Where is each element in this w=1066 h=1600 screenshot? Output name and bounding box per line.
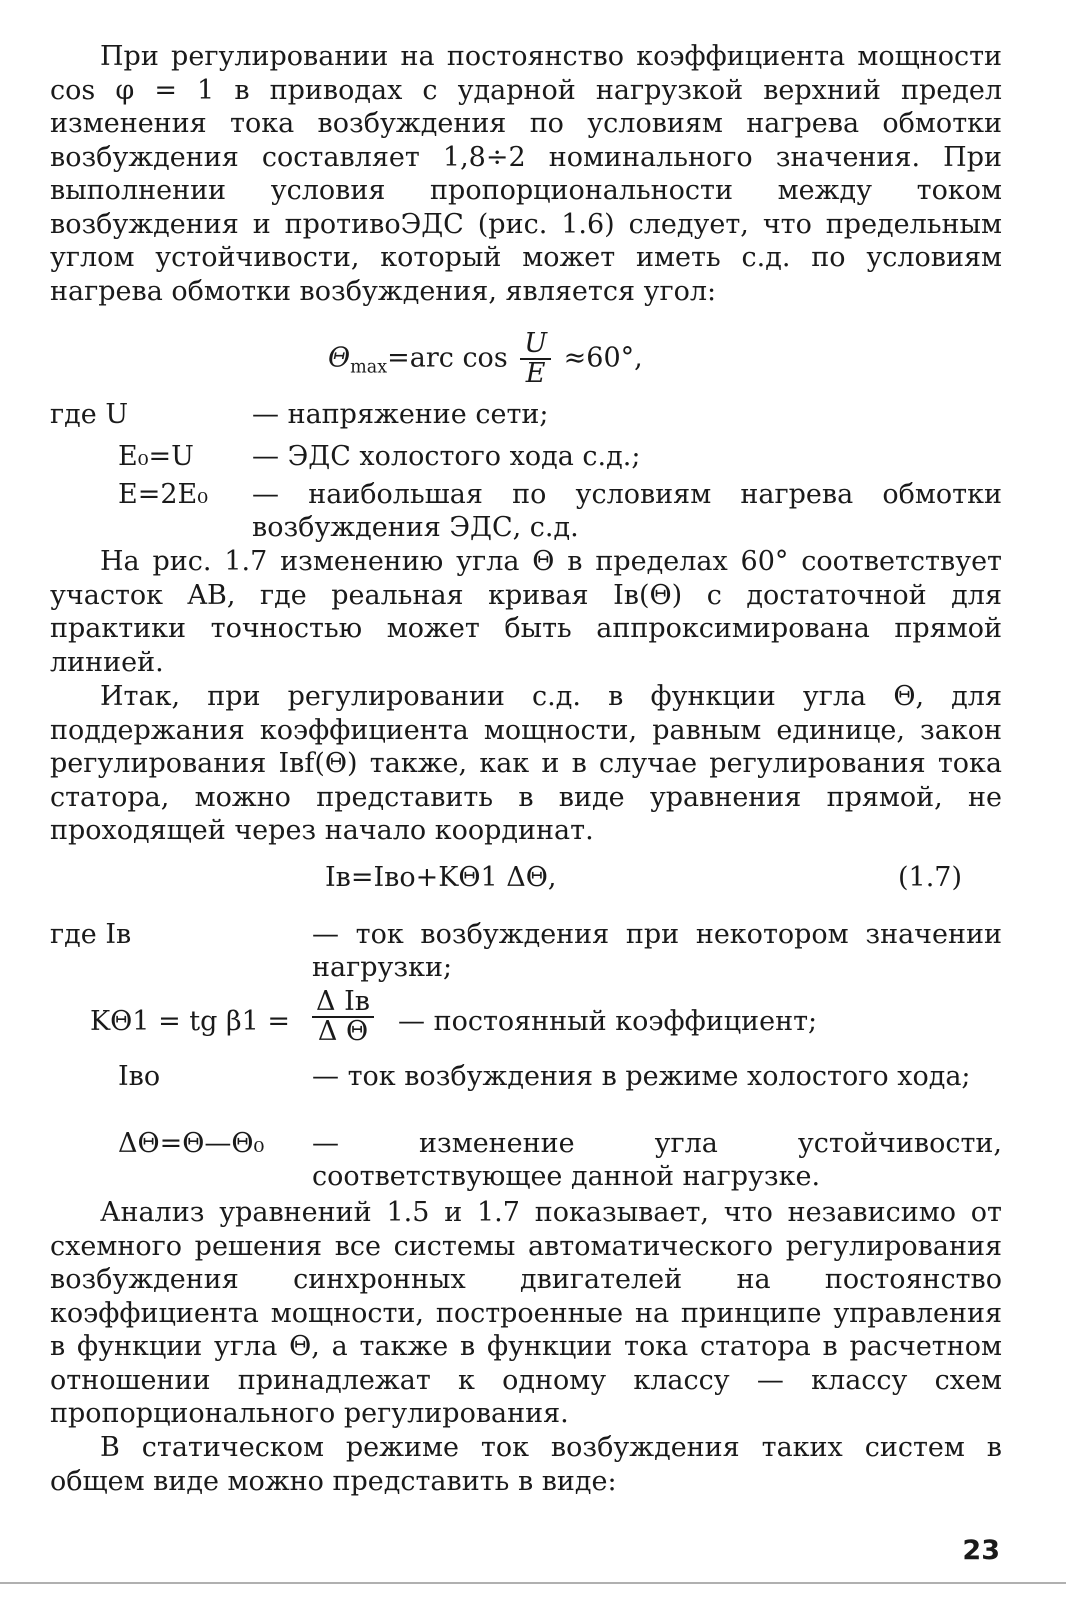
paragraph-4: Анализ уравнений 1.5 и 1.7 показывает, что независимо от схемного решения все системы автоматического регулирования возбуждения синхронных двигателей на постоянство коэффициента мощности, построенные на принципе управления в функции угла Θ, а также в функции тока статора в расчетном отношении принадлежат к одному классу — классу схем пропорционального регулирования. [50,1197,1002,1429]
formula-lhs: Θ [328,342,351,374]
formula-fraction [520,330,551,388]
def-term-u: где U [50,399,129,430]
def-desc-e: — наибольшая по условиям нагрева обмотки возбуждения ЭДС, с.д. [252,479,1002,543]
formula-rhs: ≈60°, [563,342,643,374]
formula-numerator: U [520,330,551,360]
formula-theta-max [328,330,643,388]
def-desc-u: — напряжение сети; [252,399,549,430]
paragraph-1: При регулировании на постоянство коэффициента мощности cos φ = 1 в приводах с ударной нагрузкой верхний предел изменения тока возбуждения по условиям нагрева обмотки возбуждения составляет 1,8÷2 номинального значения. При выполнении условия пропорциональности между током возбуждения и противоЭДС (рис. 1.6) следует, что предельным углом устойчивости, который может иметь с.д. по условиям нагрева обмотки возбуждения, является угол: [50,41,1002,307]
def-term-dtheta: ΔΘ=Θ—Θ₀ [118,1128,265,1159]
def-term-ibo: Iво [118,1061,161,1092]
def-k-fraction [312,988,374,1046]
paragraph-2: На рис. 1.7 изменению угла Θ в пределах 60° соответствует участок AB, где реальная кривая Iв(Θ) с достаточной для практики точностью может быть аппроксимирована прямой линией. [50,546,1002,678]
equation-number: (1.7) [898,862,963,893]
bottom-edge-rule [0,1582,1066,1584]
page-number: 23 [962,1535,1000,1566]
def-term-e0: E₀=U [118,441,194,472]
def-term-ib: где Iв [50,919,132,950]
formula-1-7: Iв=Iво+KΘ1 ΔΘ, [325,862,557,893]
paragraph-5: В статическом режиме ток возбуждения таких систем в общем виде можно представить в виде: [50,1432,1002,1497]
def-desc-ib: — ток возбуждения при некотором значении нагрузки; [312,919,1002,983]
formula-lhs-sub: max [350,357,388,378]
def-k-denominator: Δ Θ [317,1016,369,1047]
def-desc-k: — постоянный коэффициент; [398,1006,818,1037]
def-term-k: KΘ1 = tg β1 = [90,1006,290,1037]
formula-eq: =arc cos [387,342,508,374]
formula-denominator: E [525,358,546,389]
def-desc-dtheta: — изменение угла устойчивости, соответствующее данной нагрузке. [312,1128,1002,1192]
def-term-e: E=2E₀ [118,479,209,510]
def-desc-e0: — ЭДС холостого хода с.д.; [252,441,641,472]
paragraph-3: Итак, при регулировании с.д. в функции угла Θ, для поддержания коэффициента мощности, равным единице, закон регулирования Iвf(Θ) также, как и в случае регулирования тока статора, можно представить в виде уравнения прямой, не проходящей через начало координат. [50,681,1002,846]
def-k-numerator: Δ Iв [312,988,374,1018]
def-desc-ibo: — ток возбуждения в режиме холостого хода; [312,1061,971,1092]
